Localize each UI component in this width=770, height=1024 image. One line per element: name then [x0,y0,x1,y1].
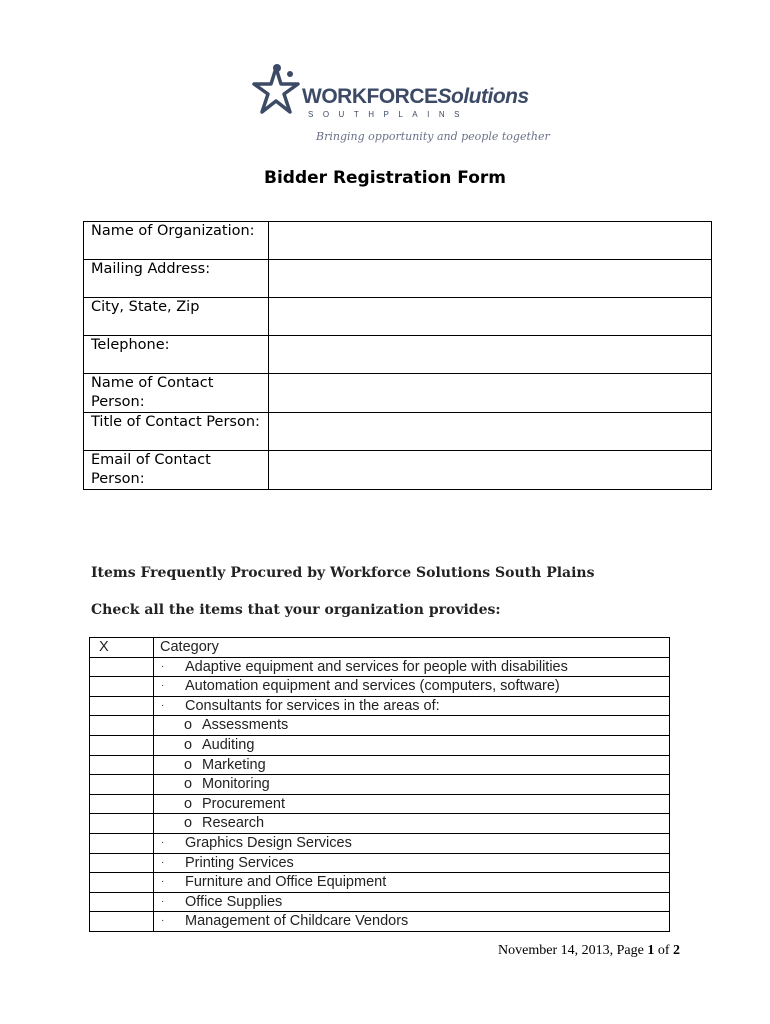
items-table [89,637,670,932]
item-row [90,755,670,775]
field-label: City, State, Zip [84,298,269,336]
item-row [90,716,670,736]
bullet-marker: · [161,895,165,907]
item-label: Graphics Design Services [185,834,352,851]
sub-item-marker: o [184,736,193,753]
star-person-icon [250,62,302,118]
item-label: Automation equipment and services (computers, software) [185,678,560,695]
item-category-cell [154,794,670,814]
field-label: Name of Contact Person: [84,374,269,413]
item-label: Research [202,815,265,832]
bullet-marker: · [161,699,165,711]
item-row [90,794,670,814]
item-category-cell [154,755,670,775]
registration-row [84,413,712,451]
page-footer: November 14, 2013, Page 1 of 2 [498,943,680,958]
item-row [90,912,670,932]
logo-brand: WORKFORCESolutions [302,85,529,108]
item-label: Procurement [202,795,286,812]
item-check-cell[interactable] [90,833,154,853]
item-row [90,677,670,697]
item-category-cell [154,892,670,912]
registration-row [84,222,712,260]
logo-tagline: Bringing opportunity and people together [316,130,550,143]
field-value-input[interactable] [269,374,712,413]
bullet-marker: · [161,856,165,868]
item-check-cell[interactable] [90,735,154,755]
field-label: Mailing Address: [84,260,269,298]
registration-row [84,298,712,336]
registration-row [84,336,712,374]
item-category-cell [154,814,670,834]
item-check-cell[interactable] [90,677,154,697]
item-row [90,696,670,716]
item-label: Adaptive equipment and services for people with disabilities [185,658,568,675]
bullet-marker: · [161,876,165,888]
bullet-marker: · [161,660,165,672]
registration-row [84,451,712,490]
item-check-cell[interactable] [90,775,154,795]
page-title: Bidder Registration Form [263,168,507,188]
item-check-cell[interactable] [90,755,154,775]
item-check-cell[interactable] [90,853,154,873]
item-category-cell [154,912,670,932]
item-category-cell [154,657,670,677]
field-value-input[interactable] [269,336,712,374]
registration-table [83,221,712,490]
item-label: Office Supplies [185,893,283,910]
sub-item-marker: o [184,815,193,832]
item-check-cell[interactable] [90,696,154,716]
bullet-marker: · [161,915,165,927]
field-value-input[interactable] [269,222,712,260]
item-label: Furniture and Office Equipment [185,874,387,891]
item-row [90,735,670,755]
item-check-cell[interactable] [90,814,154,834]
sub-item-marker: o [184,756,193,773]
bullet-marker: · [161,680,165,692]
item-category-cell [154,873,670,893]
sub-item-marker: o [184,776,193,793]
item-check-cell[interactable] [90,716,154,736]
item-label: Management of Childcare Vendors [185,913,409,930]
item-check-cell[interactable] [90,873,154,893]
item-label: Monitoring [202,776,270,793]
field-value-input[interactable] [269,260,712,298]
registration-row [84,260,712,298]
item-label: Consultants for services in the areas of: [185,697,440,714]
item-label: Marketing [202,756,266,773]
item-row [90,892,670,912]
field-value-input[interactable] [269,413,712,451]
bullet-marker: · [161,836,165,848]
field-label: Title of Contact Person: [84,413,269,451]
item-label: Printing Services [185,854,294,871]
item-check-cell[interactable] [90,794,154,814]
field-label: Email of Contact Person: [84,451,269,490]
item-category-cell [154,775,670,795]
item-row [90,814,670,834]
field-label: Telephone: [84,336,269,374]
item-row [90,657,670,677]
item-check-cell[interactable] [90,892,154,912]
field-value-input[interactable] [269,298,712,336]
item-category-cell [154,853,670,873]
item-row [90,873,670,893]
item-check-cell[interactable] [90,657,154,677]
item-row [90,833,670,853]
item-category-cell [154,833,670,853]
item-category-cell [154,696,670,716]
item-row [90,775,670,795]
item-row [90,853,670,873]
check-column-header: X [90,638,154,658]
category-column-header: Category [154,638,670,658]
workforce-solutions-logo [250,62,550,154]
item-category-cell [154,677,670,697]
sub-item-marker: o [184,717,193,734]
item-category-cell [154,716,670,736]
item-label: Auditing [202,736,255,753]
procurement-instruction: Check all the items that your organization provides: [91,602,501,618]
field-label: Name of Organization: [84,222,269,260]
items-header-row [90,638,670,658]
sub-item-marker: o [184,795,193,812]
procurement-heading: Items Frequently Procured by Workforce Solutions South Plains [91,565,595,581]
field-value-input[interactable] [269,451,712,490]
registration-row [84,374,712,413]
logo-subtitle: SOUTHPLAINS [308,110,469,119]
item-check-cell[interactable] [90,912,154,932]
item-category-cell [154,735,670,755]
item-label: Assessments [202,717,289,734]
